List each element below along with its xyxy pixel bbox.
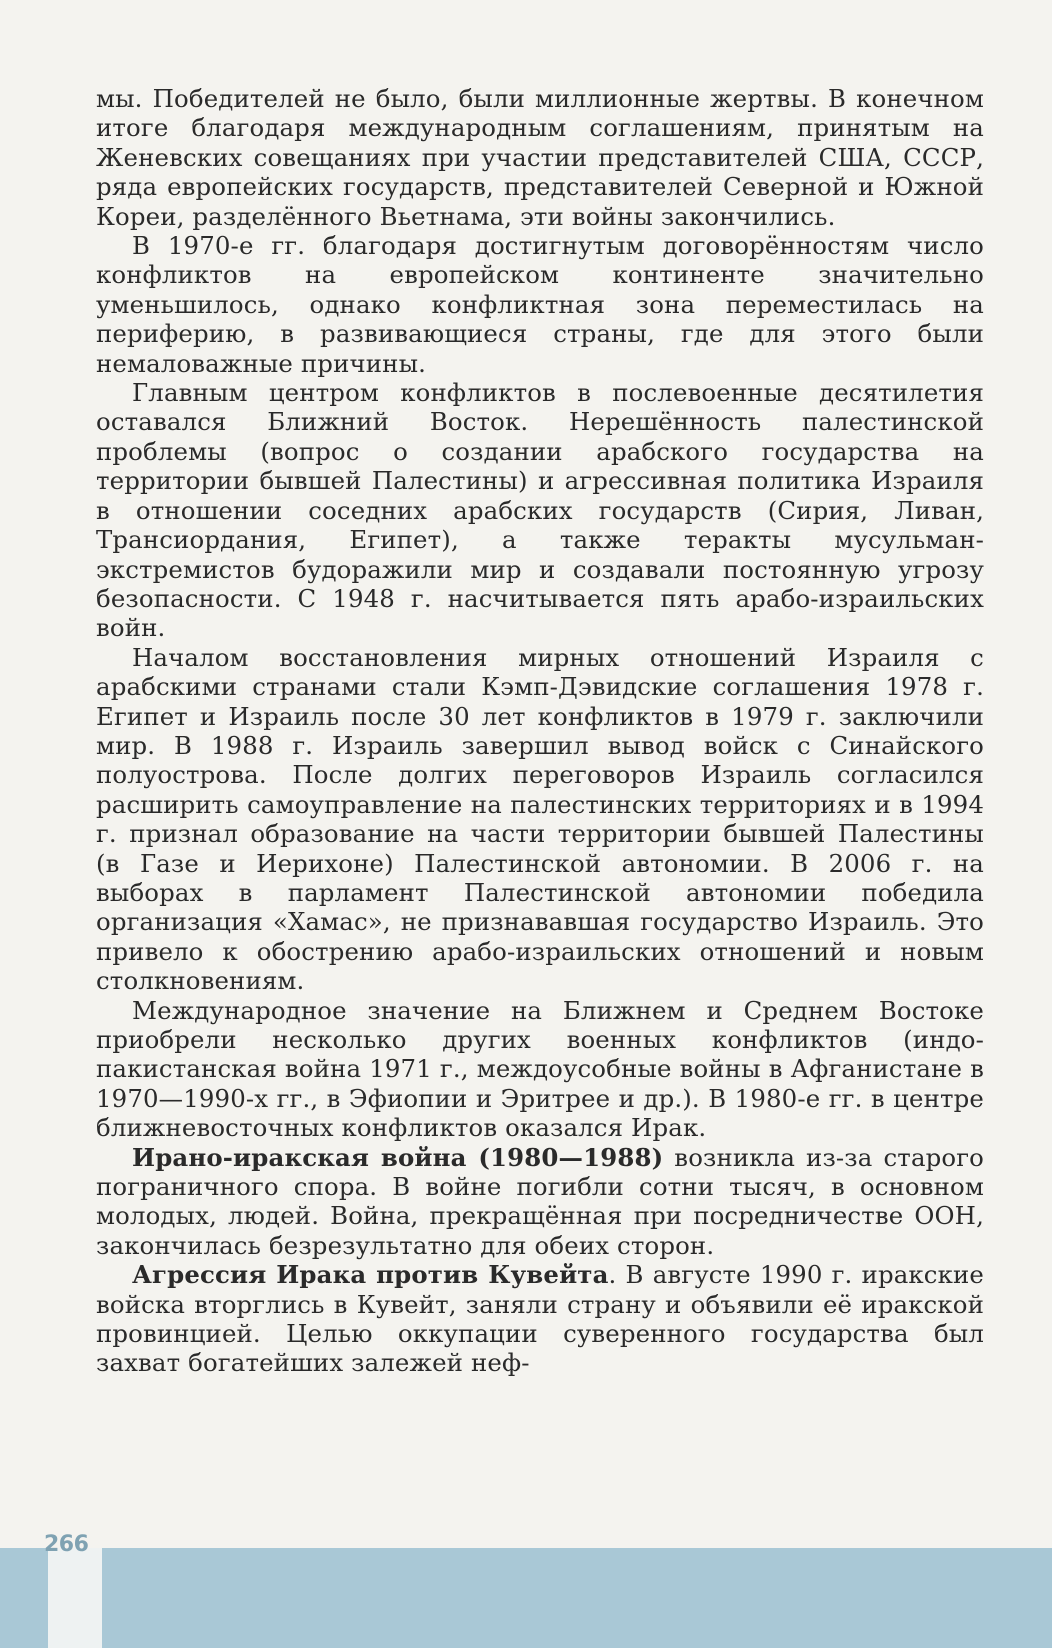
paragraph-3: [96, 378, 984, 643]
paragraph-heading: Ирано-иракская война (1980—1988): [132, 1142, 664, 1172]
paragraph-1: [96, 84, 984, 231]
page-number: 266: [44, 1532, 89, 1557]
paragraph-text: мы. Победителей не было, были миллионные жертвы. В конечном итоге благодаря международным соглашениям, принятым на Женевских совещаниях при участии представителей США, СССР, ряда европейских государств, представителей Северной и Южной Кореи, разделённого Вьетнама, эти войны закончились.: [96, 84, 984, 231]
paragraph-2: [96, 231, 984, 378]
paragraph-5: [96, 996, 984, 1143]
paragraph-4: [96, 643, 984, 996]
paragraph-text: Международное значение на Ближнем и Среднем Востоке приобрели несколько других военных конфликтов (индо-пакистанская война 1971 г., междоусобные войны в Афганистане в 1970—1990-х гг., в Эфиопии и Эритрее и др.). В 1980-е гг. в центре ближневосточных конфликтов оказался Ирак.: [96, 995, 984, 1143]
footer-margin-strip: [48, 1548, 102, 1648]
body-text: [96, 84, 984, 1378]
paragraph-text: Главным центром конфликтов в послевоенные десятилетия оставался Ближний Восток. Нерешённость палестинской проблемы (вопрос о создании арабского государства на территории бывшей Палестины) и агрессивная политика Израиля в отношении соседних арабских государств (Сирия, Ливан, Трансиордания, Египет), а также теракты мусульман-экстремистов будоражили мир и создавали постоянную угрозу безопасности. С 1948 г. насчитывается пять арабо-израильских войн.: [96, 378, 984, 643]
paragraph-heading: Агрессия Ирака против Кувейта: [132, 1260, 609, 1290]
paragraph-7: [96, 1260, 984, 1378]
footer-band: [0, 1548, 1052, 1648]
paragraph-text: . В августе 1990 г. иракские войска вторглись в Кувейт, заняли страну и объявили её иракской провинцией. Целью оккупации суверенного государства был захват богатейших залежей неф-: [96, 1260, 984, 1378]
paragraph-text: В 1970-е гг. благодаря достигнутым договорённостям число конфликтов на европейском континенте значительно уменьшилось, однако конфликтная зона переместилась на периферию, в развивающиеся страны, где для этого были немаловажные причины.: [96, 231, 984, 378]
paragraph-text: возникла из-за старого пограничного спора. В войне погибли сотни тысяч, в основном молодых, людей. Война, прекращённая при посредничестве ООН, закончилась безрезультатно для обеих сторон.: [96, 1142, 985, 1260]
paragraph-text: Началом восстановления мирных отношений Израиля с арабскими странами стали Кэмп-Дэвидские соглашения 1978 г. Египет и Израиль после 30 лет конфликтов в 1979 г. заключили мир. В 1988 г. Израиль завершил вывод войск с Синайского полуострова. После долгих переговоров Израиль согласился расширить самоуправление на палестинских территориях и в 1994 г. признал образование на части территории бывшей Палестины (в Газе и Иерихоне) Палестинской автономии. В 2006 г. на выборах в парламент Палестинской автономии победила организация «Хамас», не признававшая государство Израиль. Это привело к обострению арабо-израильских отношений и новым столкновениям.: [96, 642, 984, 996]
paragraph-6: [96, 1143, 984, 1261]
